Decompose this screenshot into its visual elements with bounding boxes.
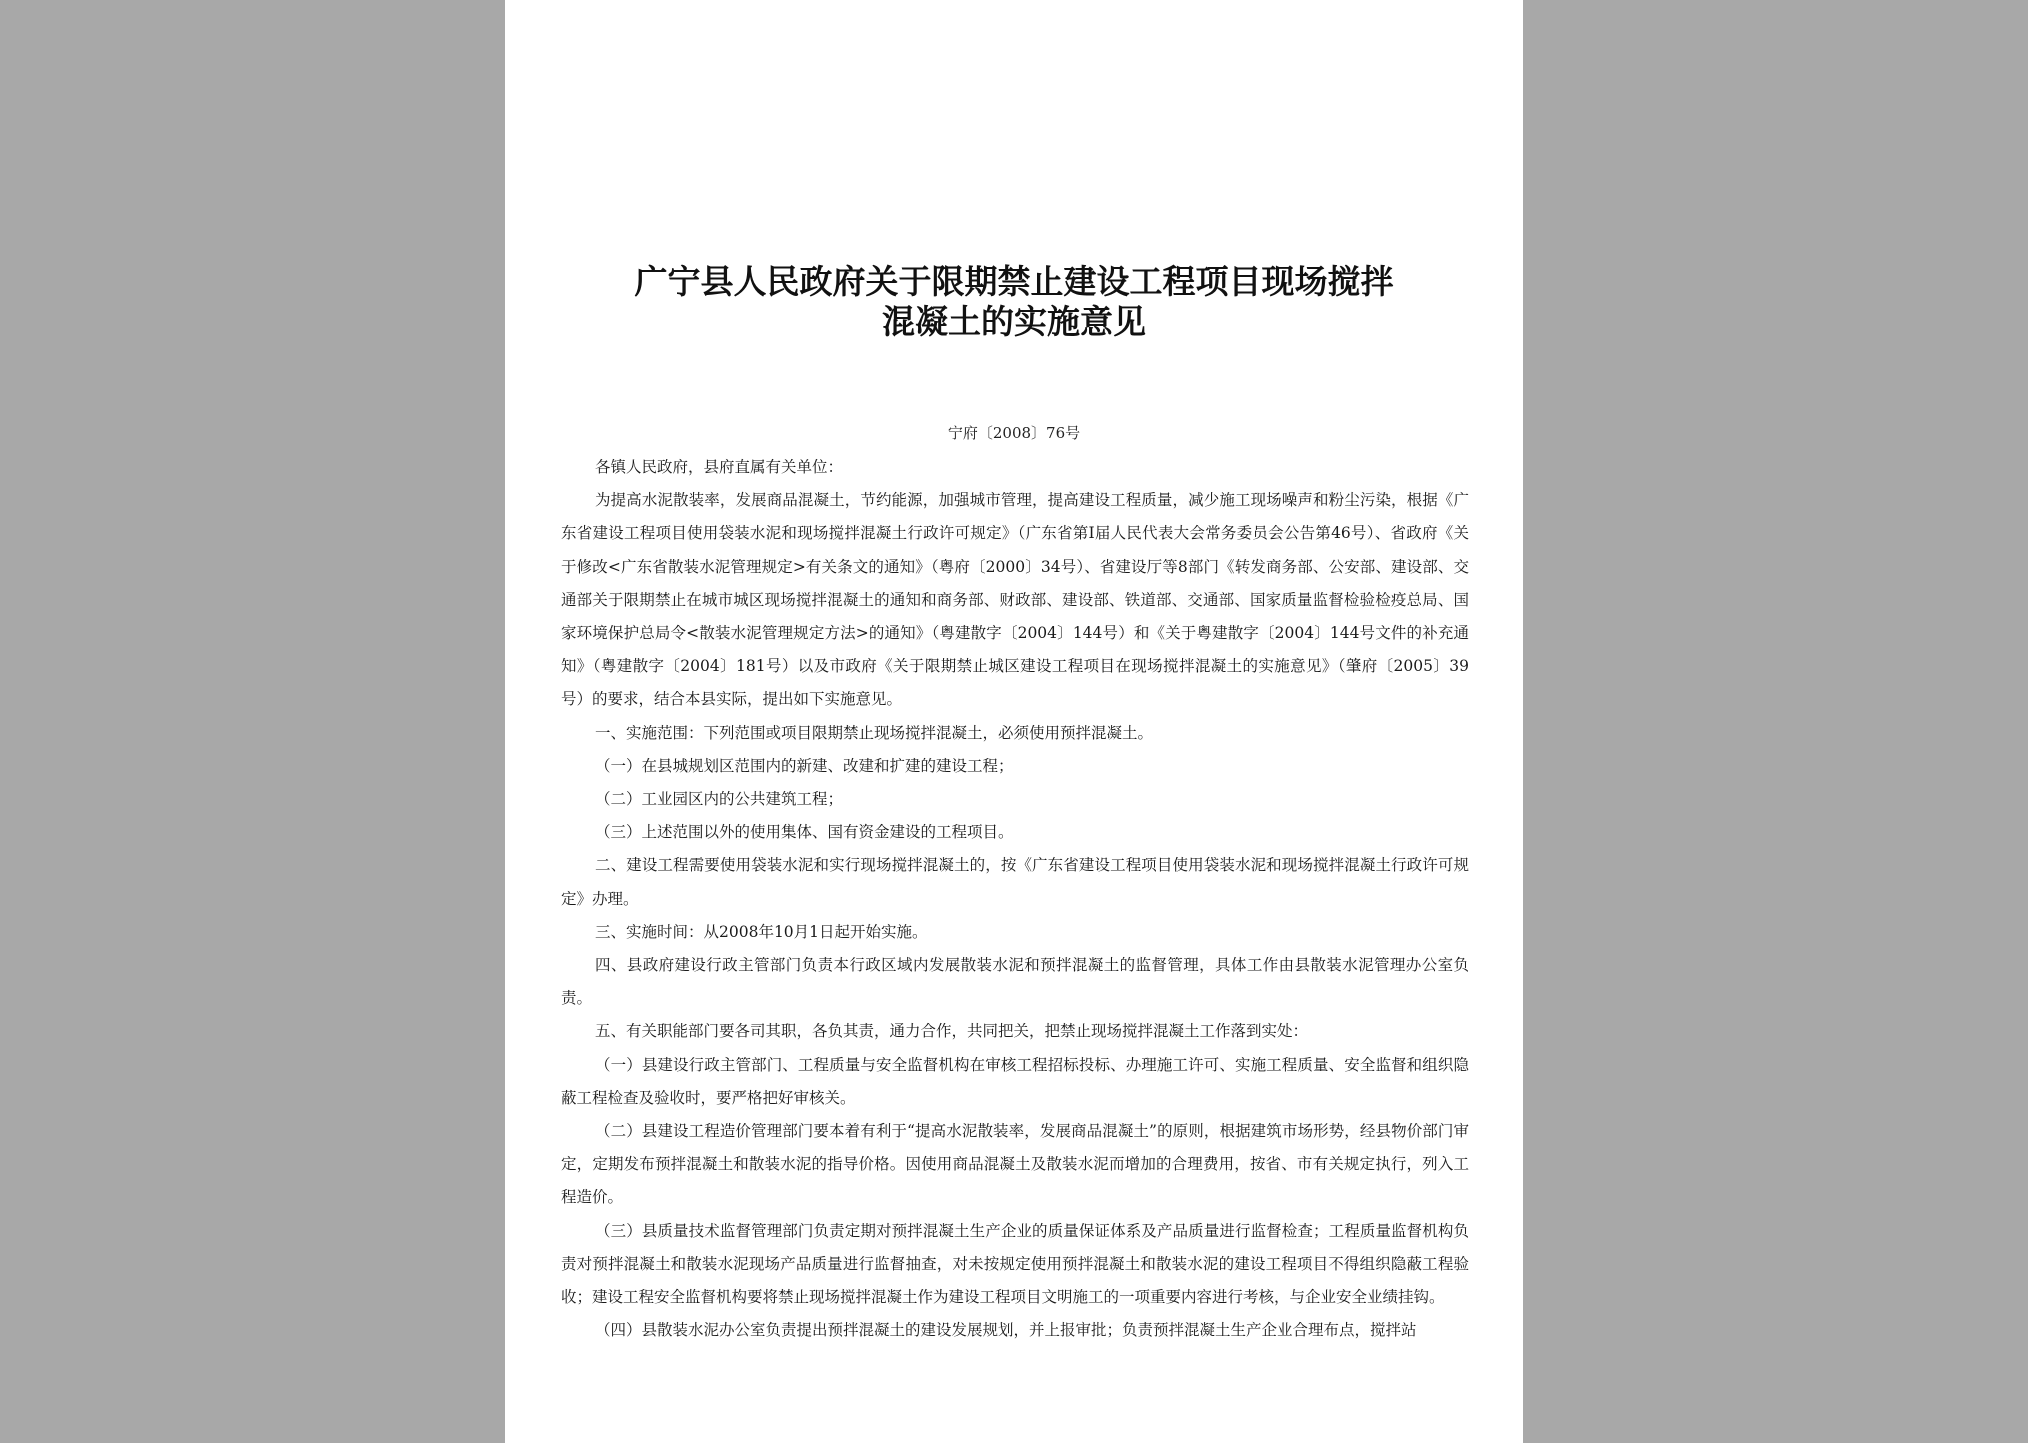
paragraph-section-5-item-2: （二）县建设工程造价管理部门要本着有利于“提高水泥散装率，发展商品混凝土”的原则，根据建筑市场形势，经县物价部门审定，定期发布预拌混凝土和散装水泥的指导价格。因使用商品混凝土及散装水泥而增加的合理费用，按省、市有关规定执行，列入工程造价。	[561, 1122, 1469, 1207]
paragraph-scope-item-1: （一）在县城规划区范围内的新建、改建和扩建的建设工程；	[595, 756, 1014, 775]
title-line-2: 混凝土的实施意见	[882, 302, 1146, 341]
paragraph-section-5-item-4: （四）县散装水泥办公室负责提出预拌混凝土的建设发展规划，并上报审批；负责预拌混凝土生产企业合理布点，搅拌站	[595, 1321, 1417, 1340]
paragraph-scope-item-2: （二）工业园区内的公共建筑工程；	[595, 790, 844, 809]
paragraph-salutation: 各镇人民政府，县府直属有关单位：	[595, 458, 844, 476]
document-page	[505, 0, 1523, 1443]
paragraph-preamble: 为提高水泥散装率，发展商品混凝土，节约能源，加强城市管理，提高建设工程质量，减少施工现场噪声和粉尘污染，根据《广东省建设工程项目使用袋装水泥和现场搅拌混凝土行政许可规定》（广东省第Ⅰ届人民代表大会常务委员会公告第46号）、省政府《关于修改<广东省散装水泥管理规定>有关条文的通知》（粤府〔2000〕34号）、省建设厅等8部门《转发商务部、公安部、建设部、交通部关于限期禁止在城市城区现场搅拌混凝土的通知和商务部、财政部、建设部、铁道部、交通部、国家质量监督检验检疫总局、国家环境保护总局令<散装水泥管理规定方法>的通知》（粤建散字〔2004〕144号）和《关于粤建散字〔2004〕144号文件的补充通知》（粤建散字〔2004〕181号）以及市政府《关于限期禁止城区建设工程项目在现场搅拌混凝土的实施意见》（肇府〔2005〕39号）的要求，结合本县实际，提出如下实施意见。	[561, 491, 1469, 709]
paragraph-section-5: 五、有关职能部门要各司其职，各负其责，通力合作，共同把关，把禁止现场搅拌混凝土工作落到实处：	[595, 1022, 1309, 1041]
paragraph-section-5-item-1: （一）县建设行政主管部门、工程质量与安全监督机构在审核工程招标投标、办理施工许可、实施工程质量、安全监督和组织隐蔽工程检查及验收时，要严格把好审核关。	[561, 1055, 1469, 1107]
paragraph-section-4: 四、县政府建设行政主管部门负责本行政区域内发展散装水泥和预拌混凝土的监督管理，具体工作由县散装水泥管理办公室负责。	[561, 956, 1469, 1008]
document-title	[505, 262, 1523, 342]
document-number: 宁府〔2008〕76号	[947, 424, 1081, 442]
paragraph-scope-item-3: （三）上述范围以外的使用集体、国有资金建设的工程项目。	[595, 823, 1014, 842]
document-body	[561, 451, 1469, 1347]
paragraph-section-3: 三、实施时间：从2008年10月1日起开始实施。	[595, 922, 928, 941]
paragraph-section-2: 二、建设工程需要使用袋装水泥和实行现场搅拌混凝土的，按《广东省建设工程项目使用袋装水泥和现场搅拌混凝土行政许可规定》办理。	[561, 856, 1469, 908]
paragraph-scope: 一、实施范围：下列范围或项目限期禁止现场搅拌混凝土，必须使用预拌混凝土。	[595, 723, 1154, 742]
paragraph-section-5-item-3: （三）县质量技术监督管理部门负责定期对预拌混凝土生产企业的质量保证体系及产品质量进行监督检查；工程质量监督机构负责对预拌混凝土和散装水泥现场产品质量进行监督抽查，对未按规定使用预拌混凝土和散装水泥的建设工程项目不得组织隐蔽工程验收；建设工程安全监督机构要将禁止现场搅拌混凝土作为建设工程项目文明施工的一项重要内容进行考核，与企业安全业绩挂钩。	[561, 1221, 1469, 1307]
title-line-1: 广宁县人民政府关于限期禁止建设工程项目现场搅拌	[634, 262, 1394, 301]
